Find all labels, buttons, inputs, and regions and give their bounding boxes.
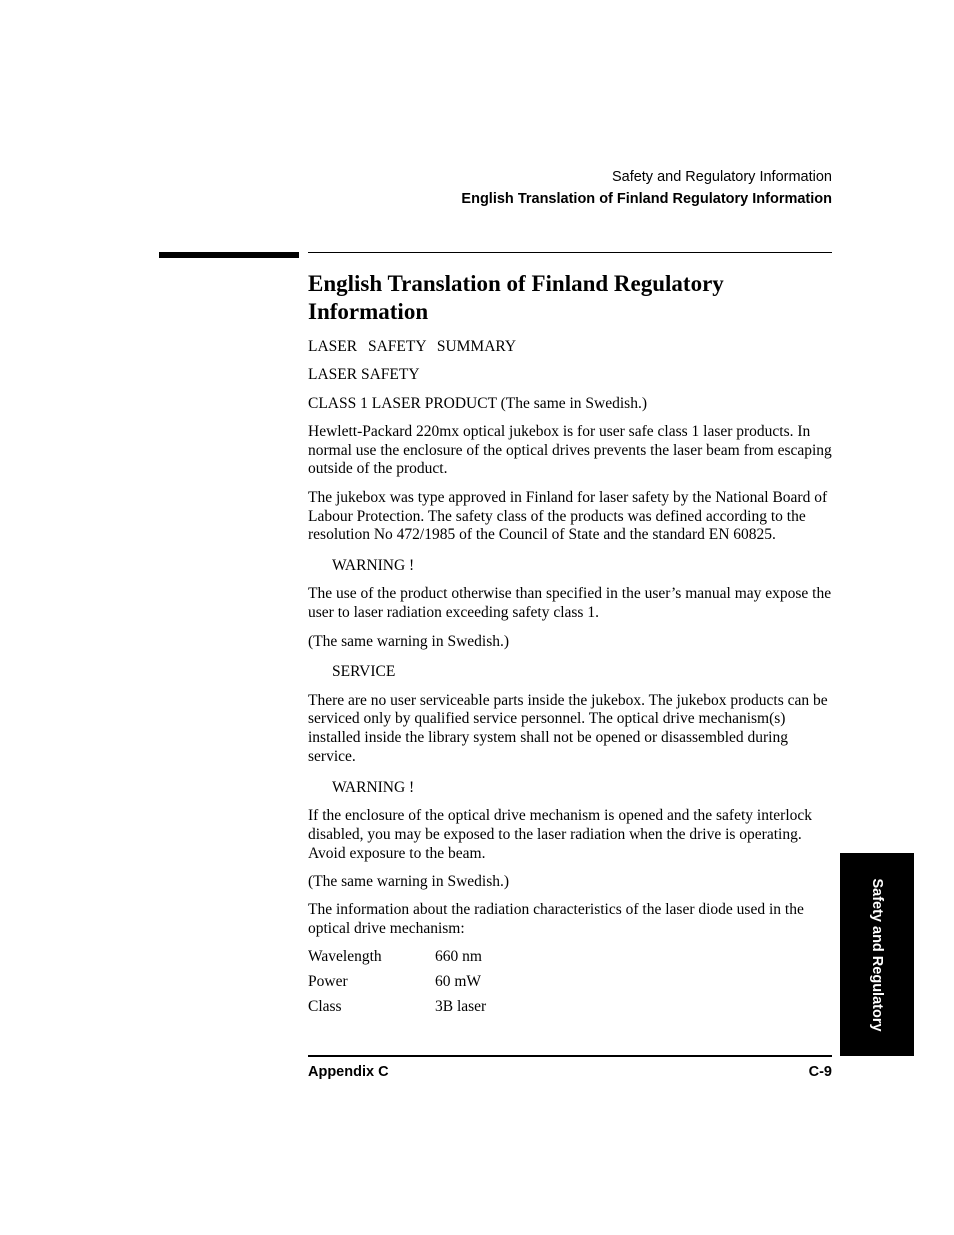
- spec-label: Class: [308, 998, 342, 1016]
- header-section-title: Safety and Regulatory Information: [611, 169, 832, 185]
- warning-paragraph-1: The use of the product otherwise than specified in the user’s manual may expose the user to laser radiation exceeding safety class 1.: [308, 585, 832, 622]
- warning-paragraph-2: If the enclosure of the optical drive mechanism is opened and the safety interlock disabled, you may be exposed to the laser radiation when the drive is operating. Avoid exposure to the beam.: [308, 807, 812, 862]
- bottom-divider: [308, 1055, 832, 1057]
- swedish-note-2: (The same warning in Swedish.): [308, 873, 510, 891]
- spec-label: Power: [308, 973, 348, 991]
- laser-safety-heading: LASER SAFETY: [308, 366, 420, 384]
- service-label: SERVICE: [332, 663, 396, 681]
- warning-label-2: WARNING !: [332, 778, 415, 796]
- section-marker-bar: [159, 252, 299, 258]
- warning-label-1: WARNING !: [332, 557, 415, 575]
- spec-label: Wavelength: [308, 948, 382, 966]
- laser-specs-table: [308, 948, 832, 1023]
- radiation-info-paragraph: The information about the radiation characteristics of the laser diode used in the optical drive mechanism:: [308, 901, 804, 938]
- main-content: [308, 268, 832, 1023]
- spec-row: [308, 948, 832, 973]
- section-tab-label: Safety and Regulatory: [869, 877, 885, 1032]
- running-header: [461, 166, 832, 210]
- class-1-paragraph: CLASS 1 LASER PRODUCT (The same in Swedish.): [308, 394, 648, 412]
- footer-page-number: C-9: [808, 1064, 832, 1080]
- header-subsection-title: English Translation of Finland Regulatory Information: [461, 191, 832, 207]
- spec-value: 660 nm: [435, 948, 482, 966]
- spec-row: [308, 973, 832, 998]
- spec-row: [308, 998, 832, 1023]
- jukebox-class-paragraph: Hewlett-Packard 220mx optical jukebox is for user safe class 1 laser products. In normal use the enclosure of the optical drives prevents the laser beam from escaping outside of the product.: [308, 422, 832, 478]
- top-divider: [308, 252, 832, 253]
- section-thumb-tab: [840, 853, 914, 1056]
- type-approval-paragraph: The jukebox was type approved in Finland for laser safety by the National Board of Labour Protection. The safety class of the products was defined according to the resolution No 472/1985 of the Council of State and the standard EN 60825.: [308, 488, 828, 544]
- page-title: English Translation of Finland Regulatory Information: [308, 271, 724, 324]
- spec-value: 60 mW: [435, 973, 482, 991]
- service-paragraph: There are no user serviceable parts inside the jukebox. The jukebox products can be serviced only by qualified service personnel. The optical drive mechanism(s) installed inside the library system shall not be opened or disassembled during service.: [308, 691, 828, 766]
- laser-safety-summary-heading: LASER SAFETY SUMMARY: [308, 338, 517, 355]
- swedish-note-1: (The same warning in Swedish.): [308, 632, 510, 650]
- spec-value: 3B laser: [435, 998, 487, 1016]
- footer-appendix-label: Appendix C: [308, 1064, 389, 1080]
